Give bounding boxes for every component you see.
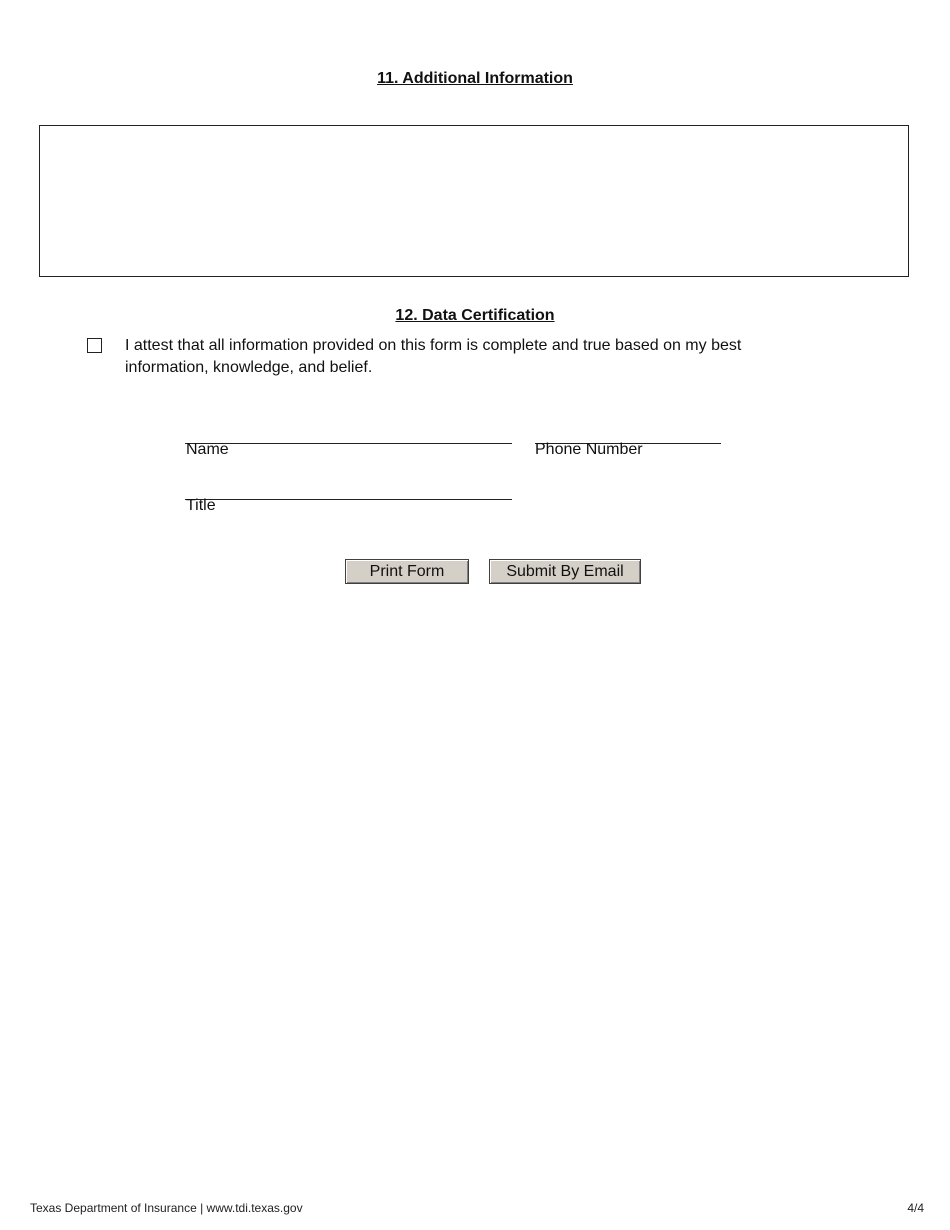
name-field[interactable] (185, 422, 512, 444)
attest-statement: I attest that all information provided on this form is complete and true based on my best information, knowledge, and belief. (125, 337, 742, 376)
section-12-heading: 12. Data Certification (395, 307, 555, 324)
attest-checkbox[interactable] (87, 338, 102, 353)
title-field[interactable] (185, 478, 512, 500)
footer-page-number: 4/4 (907, 1201, 924, 1215)
print-form-button[interactable]: Print Form (345, 559, 469, 584)
section-11-heading: 11. Additional Information (377, 70, 573, 87)
name-label: Name (186, 441, 229, 458)
additional-information-textarea[interactable] (39, 125, 909, 277)
footer-organization: Texas Department of Insurance | www.tdi.texas.gov (30, 1201, 303, 1215)
title-label: Title (186, 497, 216, 514)
submit-by-email-button[interactable]: Submit By Email (489, 559, 641, 584)
phone-number-label: Phone Number (535, 441, 643, 458)
